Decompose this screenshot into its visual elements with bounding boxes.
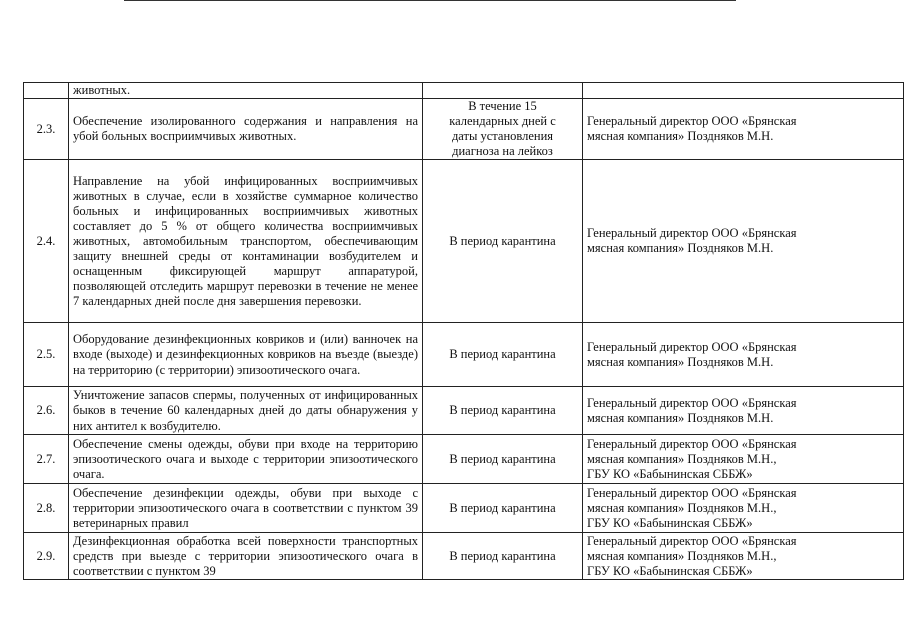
row-term: В период карантина bbox=[423, 323, 583, 387]
row-term: В период карантина bbox=[423, 533, 583, 580]
row-term bbox=[423, 83, 583, 99]
table-row bbox=[24, 99, 904, 160]
table-row bbox=[24, 533, 904, 580]
row-term: В период карантина bbox=[423, 387, 583, 435]
header-rule bbox=[124, 0, 736, 1]
row-responsible bbox=[583, 83, 904, 99]
row-term: В период карантина bbox=[423, 160, 583, 323]
row-responsible: Генеральный директор ООО «Брянская мясная компания» Поздняков М.Н., ГБУ КО «Бабынинская СББЖ» bbox=[583, 484, 904, 533]
row-number: 2.3. bbox=[24, 99, 69, 160]
row-responsible: Генеральный директор ООО «Брянская мясная компания» Поздняков М.Н. bbox=[583, 387, 904, 435]
row-number: 2.4. bbox=[24, 160, 69, 323]
row-responsible: Генеральный директор ООО «Брянская мясная компания» Поздняков М.Н. bbox=[583, 323, 904, 387]
table-row bbox=[24, 484, 904, 533]
row-number: 2.9. bbox=[24, 533, 69, 580]
row-responsible: Генеральный директор ООО «Брянская мясная компания» Поздняков М.Н. bbox=[583, 160, 904, 323]
measures-table bbox=[23, 82, 904, 580]
row-number bbox=[24, 83, 69, 99]
row-action: Дезинфекционная обработка всей поверхности транспортных средств при выезде с территории эпизоотического очага в соответствии с пунктом 39 bbox=[69, 533, 423, 580]
row-number: 2.5. bbox=[24, 323, 69, 387]
table-row bbox=[24, 387, 904, 435]
row-term: В период карантина bbox=[423, 435, 583, 484]
table-row bbox=[24, 160, 904, 323]
table-row bbox=[24, 83, 904, 99]
row-responsible: Генеральный директор ООО «Брянская мясная компания» Поздняков М.Н., ГБУ КО «Бабынинская СББЖ» bbox=[583, 533, 904, 580]
row-action: Обеспечение смены одежды, обуви при входе на территорию эпизоотического очага и выходе с территории эпизоотического очага. bbox=[69, 435, 423, 484]
row-action: Уничтожение запасов спермы, полученных от инфицированных быков в течение 60 календарных дней до даты обнаружения у них антител к возбудителю. bbox=[69, 387, 423, 435]
row-action: Направление на убой инфицированных восприимчивых животных в случае, если в хозяйстве суммарное количество больных и инфицированных восприимчивых животных составляет до 5 % от общего количества восприимчивых животных, автомобильным транспортом, обеспечивающим защиту внешней среды от контаминации возбудителем и оснащенным фиксирующей маршрут аппаратурой, позволяющей отследить маршрут перевозки в течение не менее 7 календарных дней после дня завершения перевозки. bbox=[69, 160, 423, 323]
row-responsible: Генеральный директор ООО «Брянская мясная компания» Поздняков М.Н. bbox=[583, 99, 904, 160]
row-action: животных. bbox=[69, 83, 423, 99]
row-action: Обеспечение дезинфекции одежды, обуви при выходе с территории эпизоотического очага в соответствии с пунктом 39 ветеринарных правил bbox=[69, 484, 423, 533]
row-term: В течение 15 календарных дней с даты установления диагноза на лейкоз bbox=[423, 99, 583, 160]
row-responsible: Генеральный директор ООО «Брянская мясная компания» Поздняков М.Н., ГБУ КО «Бабынинская СББЖ» bbox=[583, 435, 904, 484]
table-row bbox=[24, 435, 904, 484]
table-row bbox=[24, 323, 904, 387]
row-term: В период карантина bbox=[423, 484, 583, 533]
row-number: 2.6. bbox=[24, 387, 69, 435]
row-number: 2.7. bbox=[24, 435, 69, 484]
row-action: Оборудование дезинфекционных ковриков и (или) ванночек на входе (выходе) и дезинфекционных ковриков на въезде (выезде) на территорию (с территории) эпизоотического очага. bbox=[69, 323, 423, 387]
row-action: Обеспечение изолированного содержания и направления на убой больных восприимчивых животных. bbox=[69, 99, 423, 160]
row-number: 2.8. bbox=[24, 484, 69, 533]
